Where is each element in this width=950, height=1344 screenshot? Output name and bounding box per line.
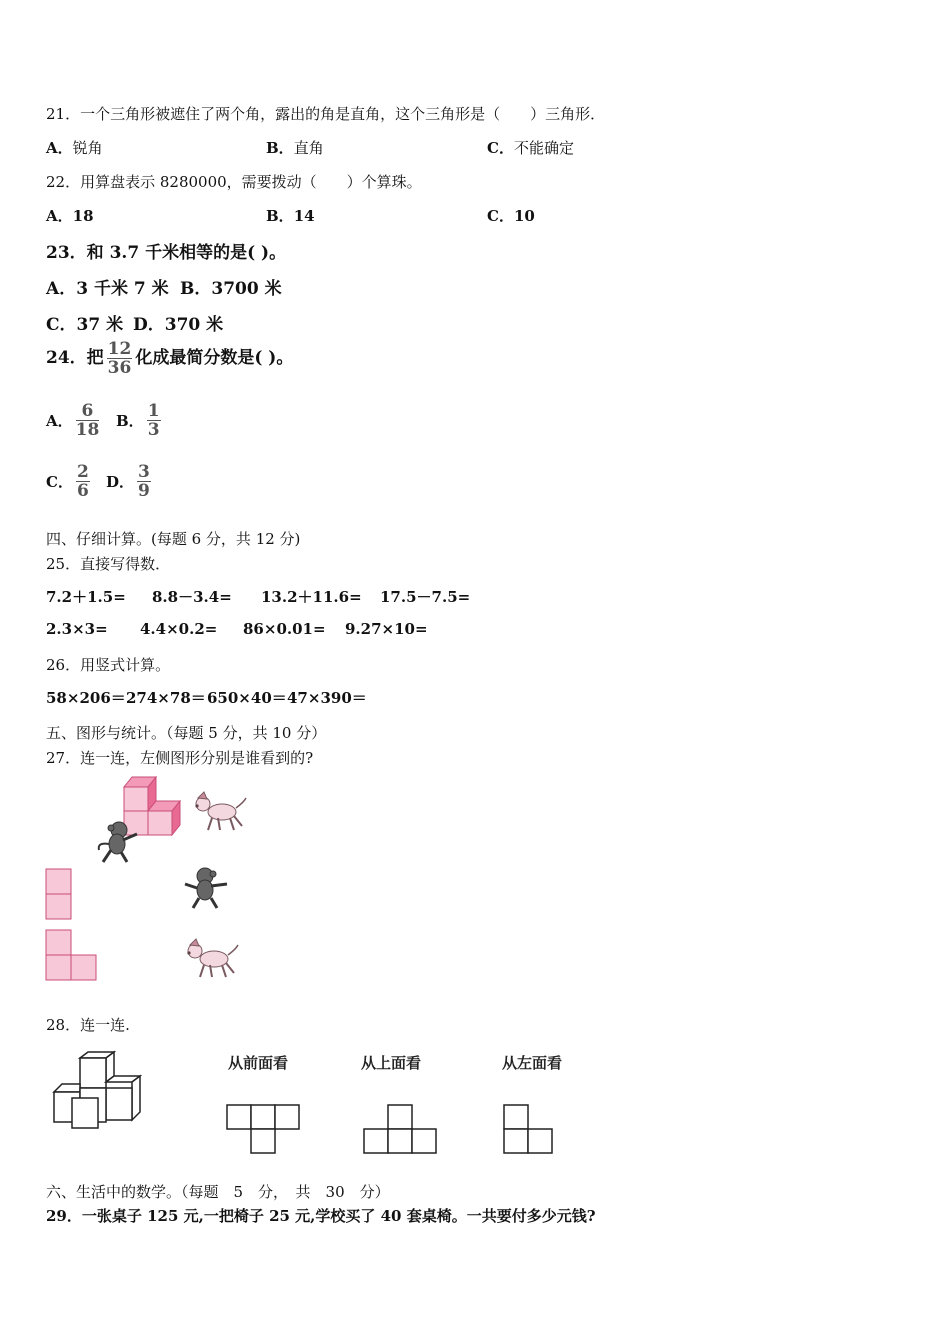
calc-item: 17.5－7.5= xyxy=(380,588,471,606)
top-view-shape xyxy=(363,1104,439,1156)
question-23: 23．和 3.7 千米相等的是( )。 xyxy=(46,243,287,263)
q24-option-d[interactable]: D． $\frac{3}{9}$ xyxy=(106,462,150,501)
3d-block-figure xyxy=(50,1052,150,1130)
vertical-calc-item: 47×390＝ xyxy=(287,689,367,707)
question-28: 28．连一连. xyxy=(46,1016,130,1034)
question-25: 25．直接写得数． xyxy=(46,555,171,573)
section-6-heading: 六、生活中的数学。（每题 5 分， 共 30 分） xyxy=(46,1183,390,1201)
view-label-top: 从上面看 xyxy=(361,1054,422,1072)
question-21: 21．一个三角形被遮住了两个角，露出的角是直角，这个三角形是（ ）三角形． xyxy=(46,105,606,123)
q24-option-c[interactable]: C． $\frac{2}{6}$ xyxy=(46,462,89,501)
dog-icon xyxy=(190,790,248,832)
view-label-front: 从前面看 xyxy=(228,1054,289,1072)
q23-option-a[interactable]: A．3 千米 7 米 xyxy=(46,279,169,299)
section-5-heading: 五、图形与统计。（每题 5 分，共 10 分） xyxy=(46,724,327,742)
view-shape-column xyxy=(45,868,73,920)
q21-option-c[interactable]: C．不能确定 xyxy=(487,139,574,157)
section-4-heading: 四、仔细计算。(每题 6 分，共 12 分) xyxy=(46,530,301,548)
question-24 xyxy=(46,340,293,377)
front-view-shape xyxy=(226,1104,302,1156)
calc-item: 86×0.01= xyxy=(243,620,326,638)
q23-option-b[interactable]: B．3700 米 xyxy=(180,279,282,299)
q21-option-b[interactable]: B．直角 xyxy=(266,139,324,157)
q21-option-a[interactable]: A．锐角 xyxy=(46,139,103,157)
calc-item: 8.8－3.4= xyxy=(152,588,232,606)
question-22: 22．用算盘表示 8280000，需要拨动（ ）个算珠。 xyxy=(46,173,422,191)
q24-option-a[interactable]: A． $\frac{6}{18}$ xyxy=(46,401,100,440)
q24-fraction: $\frac{12}{36}$ xyxy=(107,339,132,378)
question-26: 26．用竖式计算。 xyxy=(46,656,171,674)
vertical-calc-item: 58×206＝ xyxy=(46,689,126,707)
q22-option-a[interactable]: A．18 xyxy=(46,207,94,225)
vertical-calc-item: 650×40＝ xyxy=(207,689,287,707)
calc-item: 13.2＋11.6= xyxy=(261,588,362,606)
vertical-calc-item: 274×78＝ xyxy=(126,689,206,707)
q23-option-c[interactable]: C．37 米 xyxy=(46,315,124,335)
calc-item: 4.4×0.2= xyxy=(140,620,218,638)
monkey-icon xyxy=(183,866,229,910)
q24-prefix: 24．把 xyxy=(46,348,104,368)
q22-option-c[interactable]: C．10 xyxy=(487,207,535,225)
q24-option-b[interactable]: B． $\frac{1}{3}$ xyxy=(116,401,160,440)
monkey-icon xyxy=(93,820,139,864)
calc-item: 7.2＋1.5= xyxy=(46,588,126,606)
q23-option-d[interactable]: D．370 米 xyxy=(133,315,224,335)
dog-icon xyxy=(182,937,240,979)
question-27: 27．连一连，左侧图形分别是谁看到的? xyxy=(46,749,314,767)
view-label-left: 从左面看 xyxy=(502,1054,563,1072)
calc-item: 9.27×10= xyxy=(345,620,428,638)
q22-option-b[interactable]: B．14 xyxy=(266,207,315,225)
calc-item: 2.3×3= xyxy=(46,620,108,638)
question-29: 29．一张桌子 125 元,一把椅子 25 元,学校买了 40 套桌椅。一共要付多少元钱? xyxy=(46,1207,596,1225)
left-view-shape xyxy=(503,1104,555,1156)
q24-suffix: 化成最简分数是( )。 xyxy=(135,348,294,368)
view-shape-l xyxy=(45,929,99,981)
